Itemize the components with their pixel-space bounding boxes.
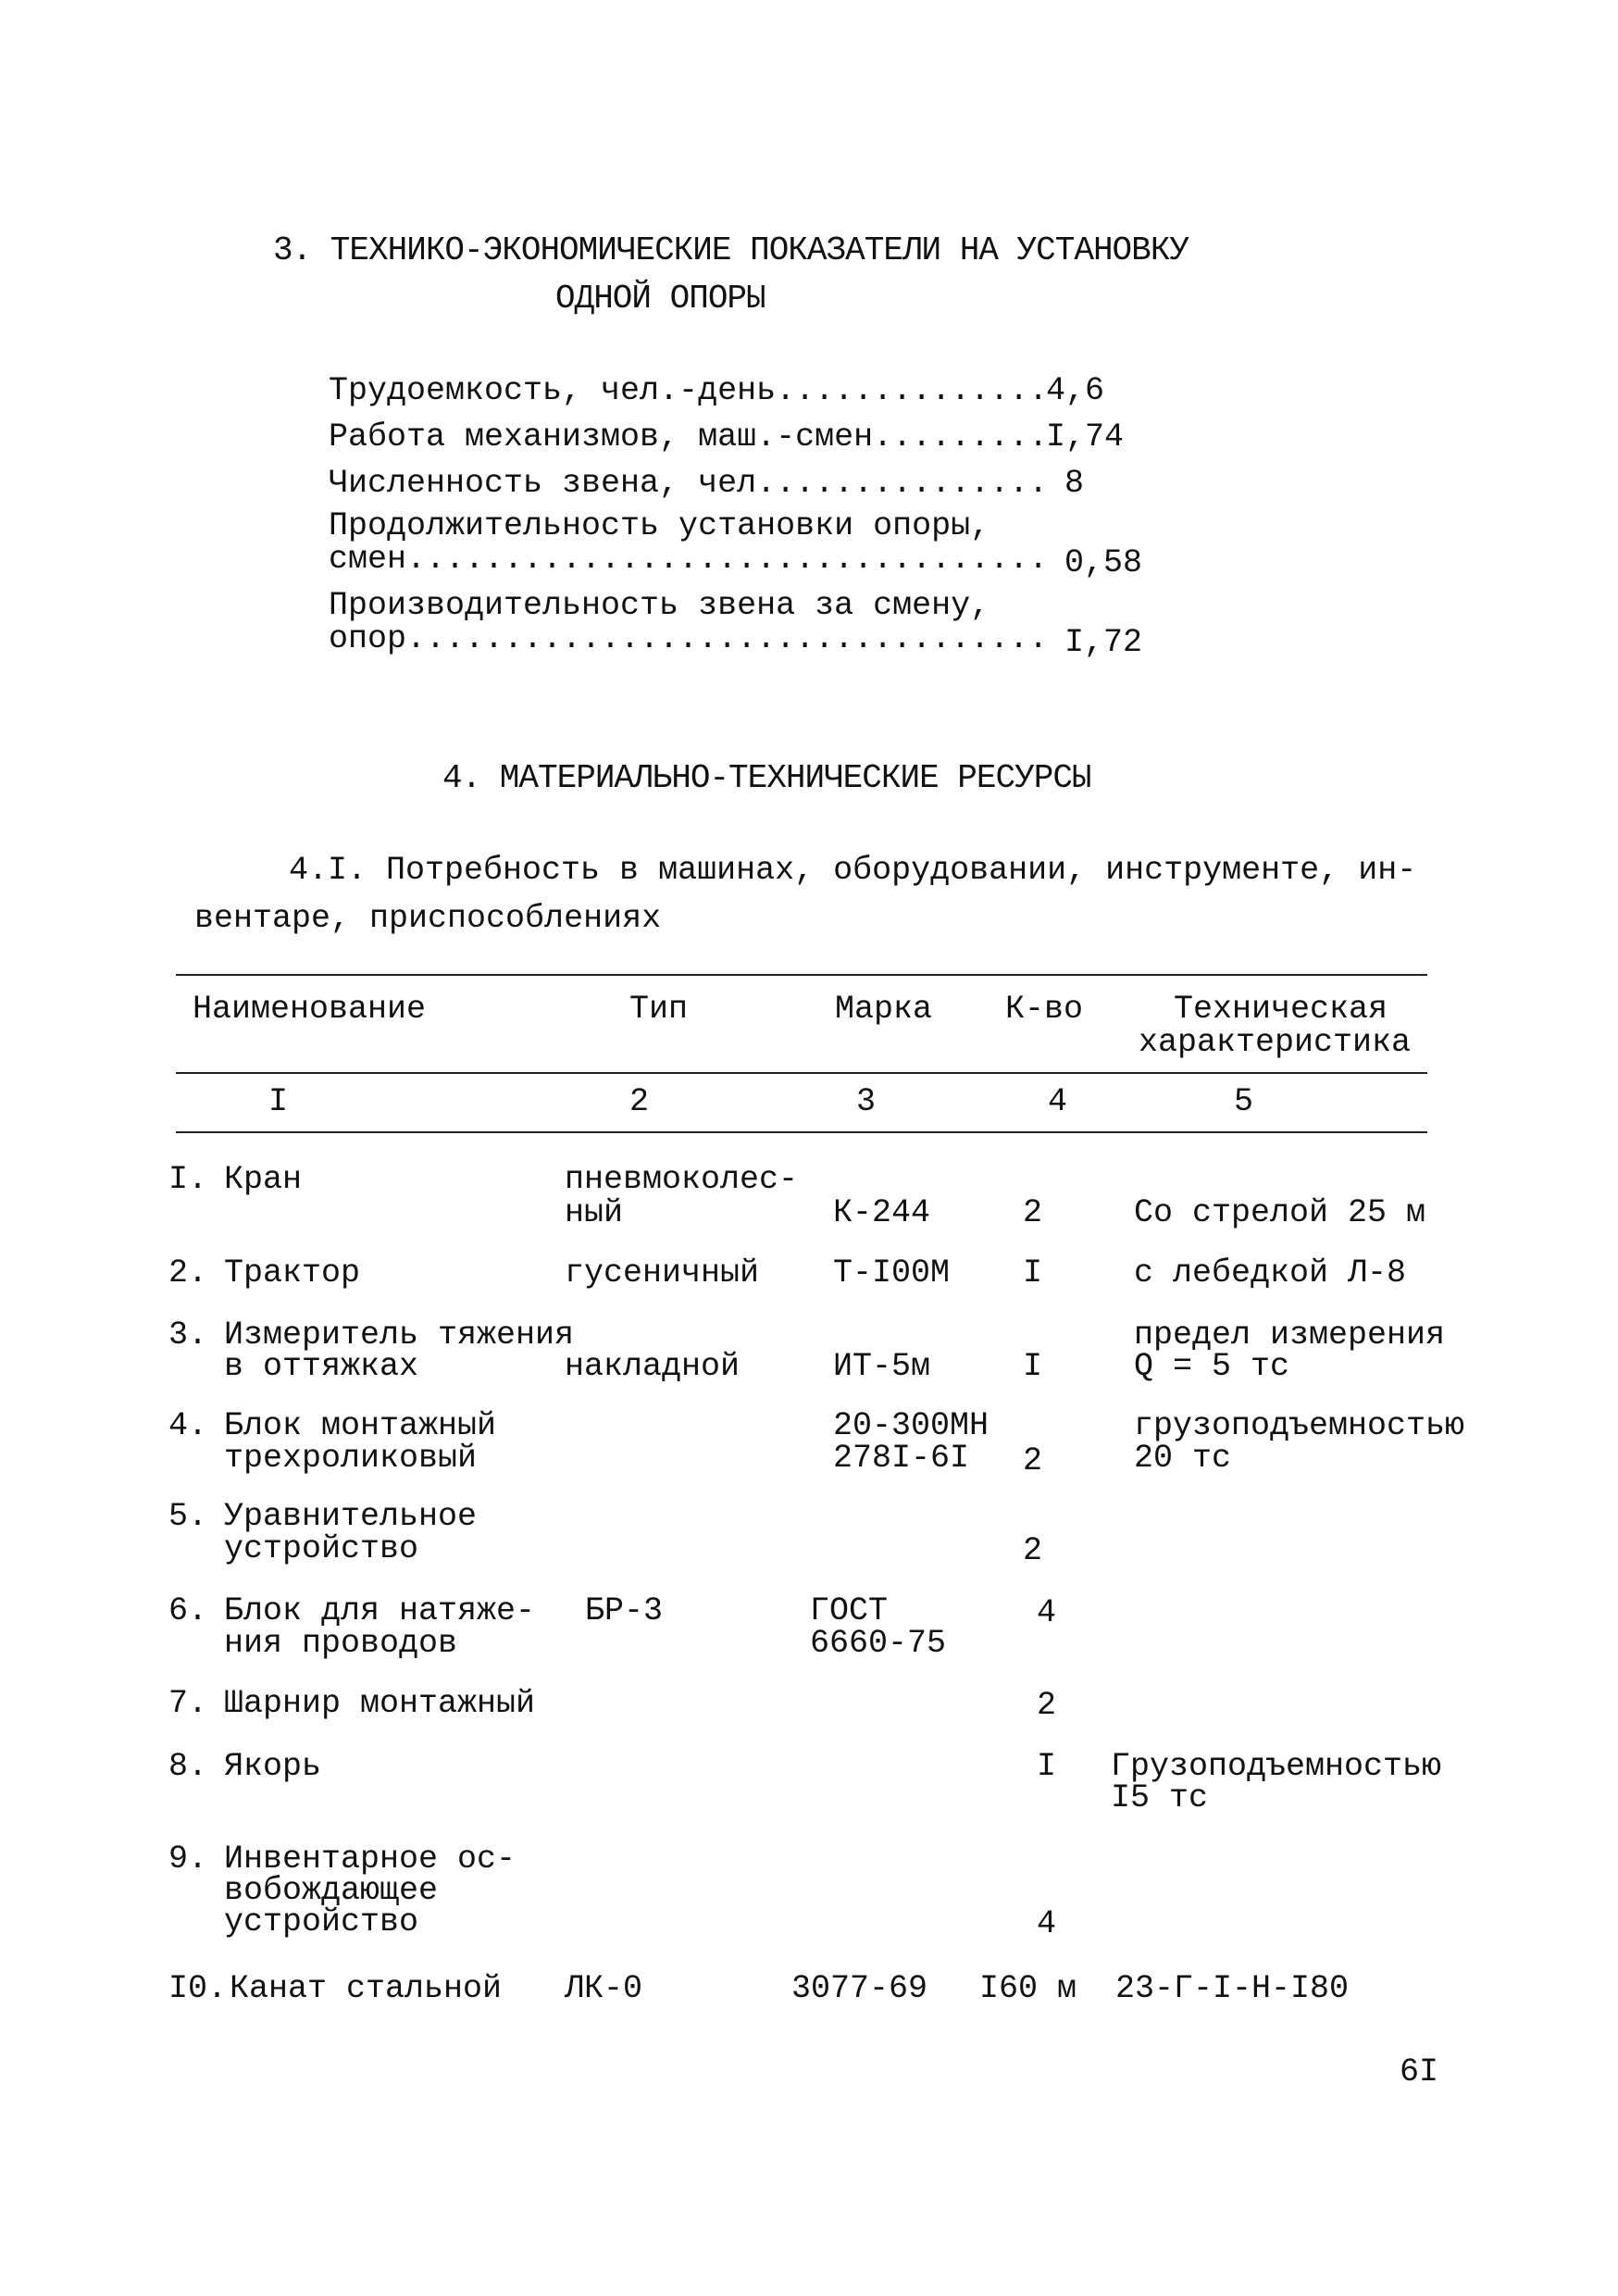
indicator-label: Трудоемкость, чел.-день..............	[329, 372, 1049, 409]
col-number: 5	[1234, 1083, 1254, 1120]
row-mark: 278I-6I	[833, 1440, 970, 1477]
row-qty: I	[1023, 1254, 1043, 1292]
header-tech-line1: Техническая	[1174, 991, 1388, 1028]
row-qty: 2	[1023, 1442, 1043, 1479]
header-type: Тип	[629, 991, 689, 1028]
row-number: 3.	[168, 1316, 208, 1354]
col-number: 4	[1048, 1083, 1068, 1120]
row-tech: Грузоподъемностью	[1111, 1748, 1442, 1785]
row-qty: 4	[1037, 1905, 1057, 1942]
row-name: вобождающее	[224, 1872, 439, 1909]
row-number: 9.	[168, 1841, 208, 1878]
row-mark: 20-300МН	[833, 1407, 989, 1444]
indicator-value: 0,58	[1064, 544, 1143, 581]
row-type: гусеничный	[565, 1254, 760, 1292]
row-qty: 2	[1023, 1194, 1043, 1231]
section4-title: 4. МАТЕРИАЛЬНО-ТЕХНИЧЕСКИЕ РЕСУРСЫ	[442, 759, 1091, 797]
row-tech: Q = 5 тс	[1134, 1348, 1290, 1385]
row-mark: 6660-75	[810, 1625, 947, 1662]
row-number: I0.	[168, 1970, 228, 2007]
row-qty: I	[1023, 1348, 1043, 1385]
row-type: ный	[565, 1194, 624, 1231]
indicator-value: I,74	[1046, 418, 1125, 455]
row-tech: грузоподъемностью	[1134, 1407, 1465, 1444]
row-tech: I5 тс	[1111, 1779, 1209, 1816]
indicator-label-line1: Продолжительность установки опоры,	[329, 507, 990, 544]
row-tech: 23-Г-I-Н-I80	[1115, 1970, 1350, 2007]
row-qty: 2	[1037, 1687, 1057, 1724]
row-name: Трактор	[224, 1254, 361, 1292]
row-name: Якорь	[224, 1748, 322, 1785]
row-name: устройство	[224, 1530, 419, 1567]
row-name: Уравнительное	[224, 1498, 478, 1535]
col-number: I	[268, 1083, 289, 1120]
indicator-label: опор.................................	[329, 620, 1049, 657]
page-number: 6I	[1400, 2053, 1439, 2090]
indicator-label: Работа механизмов, маш.-смен.........	[329, 418, 1049, 455]
row-tech: 20 тс	[1134, 1440, 1232, 1477]
row-tech: Со стрелой 25 м	[1134, 1194, 1426, 1231]
row-mark: К-244	[833, 1194, 931, 1231]
row-number: I.	[168, 1161, 208, 1198]
row-number: 8.	[168, 1748, 208, 1785]
section4-subtitle-line1: 4.I. Потребность в машинах, оборудовании, инструменте, ин-	[289, 852, 1417, 889]
row-name: в оттяжках	[224, 1348, 419, 1385]
row-tech: предел измерения	[1134, 1316, 1446, 1354]
row-name: Кран	[224, 1161, 303, 1198]
header-qty: К-во	[1005, 991, 1084, 1028]
indicator-label: Численность звена, чел...............	[329, 465, 1049, 502]
table-colnum-rule	[176, 1131, 1427, 1133]
indicator-label-line1: Производительность звена за смену,	[329, 587, 990, 624]
row-mark: ГОСТ	[810, 1592, 889, 1629]
row-type: пневмоколес-	[565, 1161, 799, 1198]
row-type: БР-3	[585, 1592, 664, 1629]
table-top-rule	[176, 974, 1427, 976]
row-number: 2.	[168, 1254, 208, 1292]
row-type: ЛК-0	[565, 1970, 643, 2007]
section3-title-line1: 3. ТЕХНИКО-ЭКОНОМИЧЕСКИЕ ПОКАЗАТЕЛИ НА УСТАНОВКУ	[273, 231, 1189, 269]
section4-subtitle-line2: вентаре, приспособлениях	[194, 900, 662, 937]
section3-title-line2: ОДНОЙ ОПОРЫ	[555, 280, 765, 318]
row-qty: 2	[1023, 1532, 1043, 1569]
row-qty: I60 м	[979, 1970, 1077, 2007]
row-name: устройство	[224, 1903, 419, 1940]
row-name: Инвентарное ос-	[224, 1841, 517, 1878]
indicator-label: смен.................................	[329, 541, 1049, 578]
row-mark: ИТ-5м	[833, 1348, 931, 1385]
row-name: Шарнир монтажный	[224, 1685, 536, 1722]
row-mark: Т-I00М	[833, 1254, 951, 1292]
col-number: 3	[856, 1083, 877, 1120]
row-qty: 4	[1037, 1594, 1057, 1631]
row-number: 4.	[168, 1407, 208, 1444]
row-type: накладной	[565, 1348, 741, 1385]
row-name: трехроликовый	[224, 1440, 478, 1477]
indicator-value: 4,6	[1046, 372, 1105, 409]
header-name: Наименование	[193, 991, 427, 1028]
row-name: Канат стальной	[230, 1970, 503, 2007]
row-qty: I	[1037, 1748, 1057, 1785]
row-mark: 3077-69	[791, 1970, 928, 2007]
row-name: Измеритель тяжения	[224, 1316, 575, 1354]
row-name: Блок монтажный	[224, 1407, 497, 1444]
row-tech: с лебедкой Л-8	[1134, 1254, 1407, 1292]
header-mark: Марка	[835, 991, 933, 1028]
header-tech-line2: характеристика	[1139, 1024, 1412, 1061]
row-name: ния проводов	[224, 1625, 458, 1662]
row-name: Блок для натяже-	[224, 1592, 536, 1629]
row-number: 5.	[168, 1498, 208, 1535]
indicator-value: 8	[1064, 465, 1085, 502]
row-number: 6.	[168, 1592, 208, 1629]
row-number: 7.	[168, 1685, 208, 1722]
col-number: 2	[629, 1083, 650, 1120]
indicator-value: I,72	[1064, 624, 1143, 661]
table-header-rule	[176, 1072, 1427, 1074]
